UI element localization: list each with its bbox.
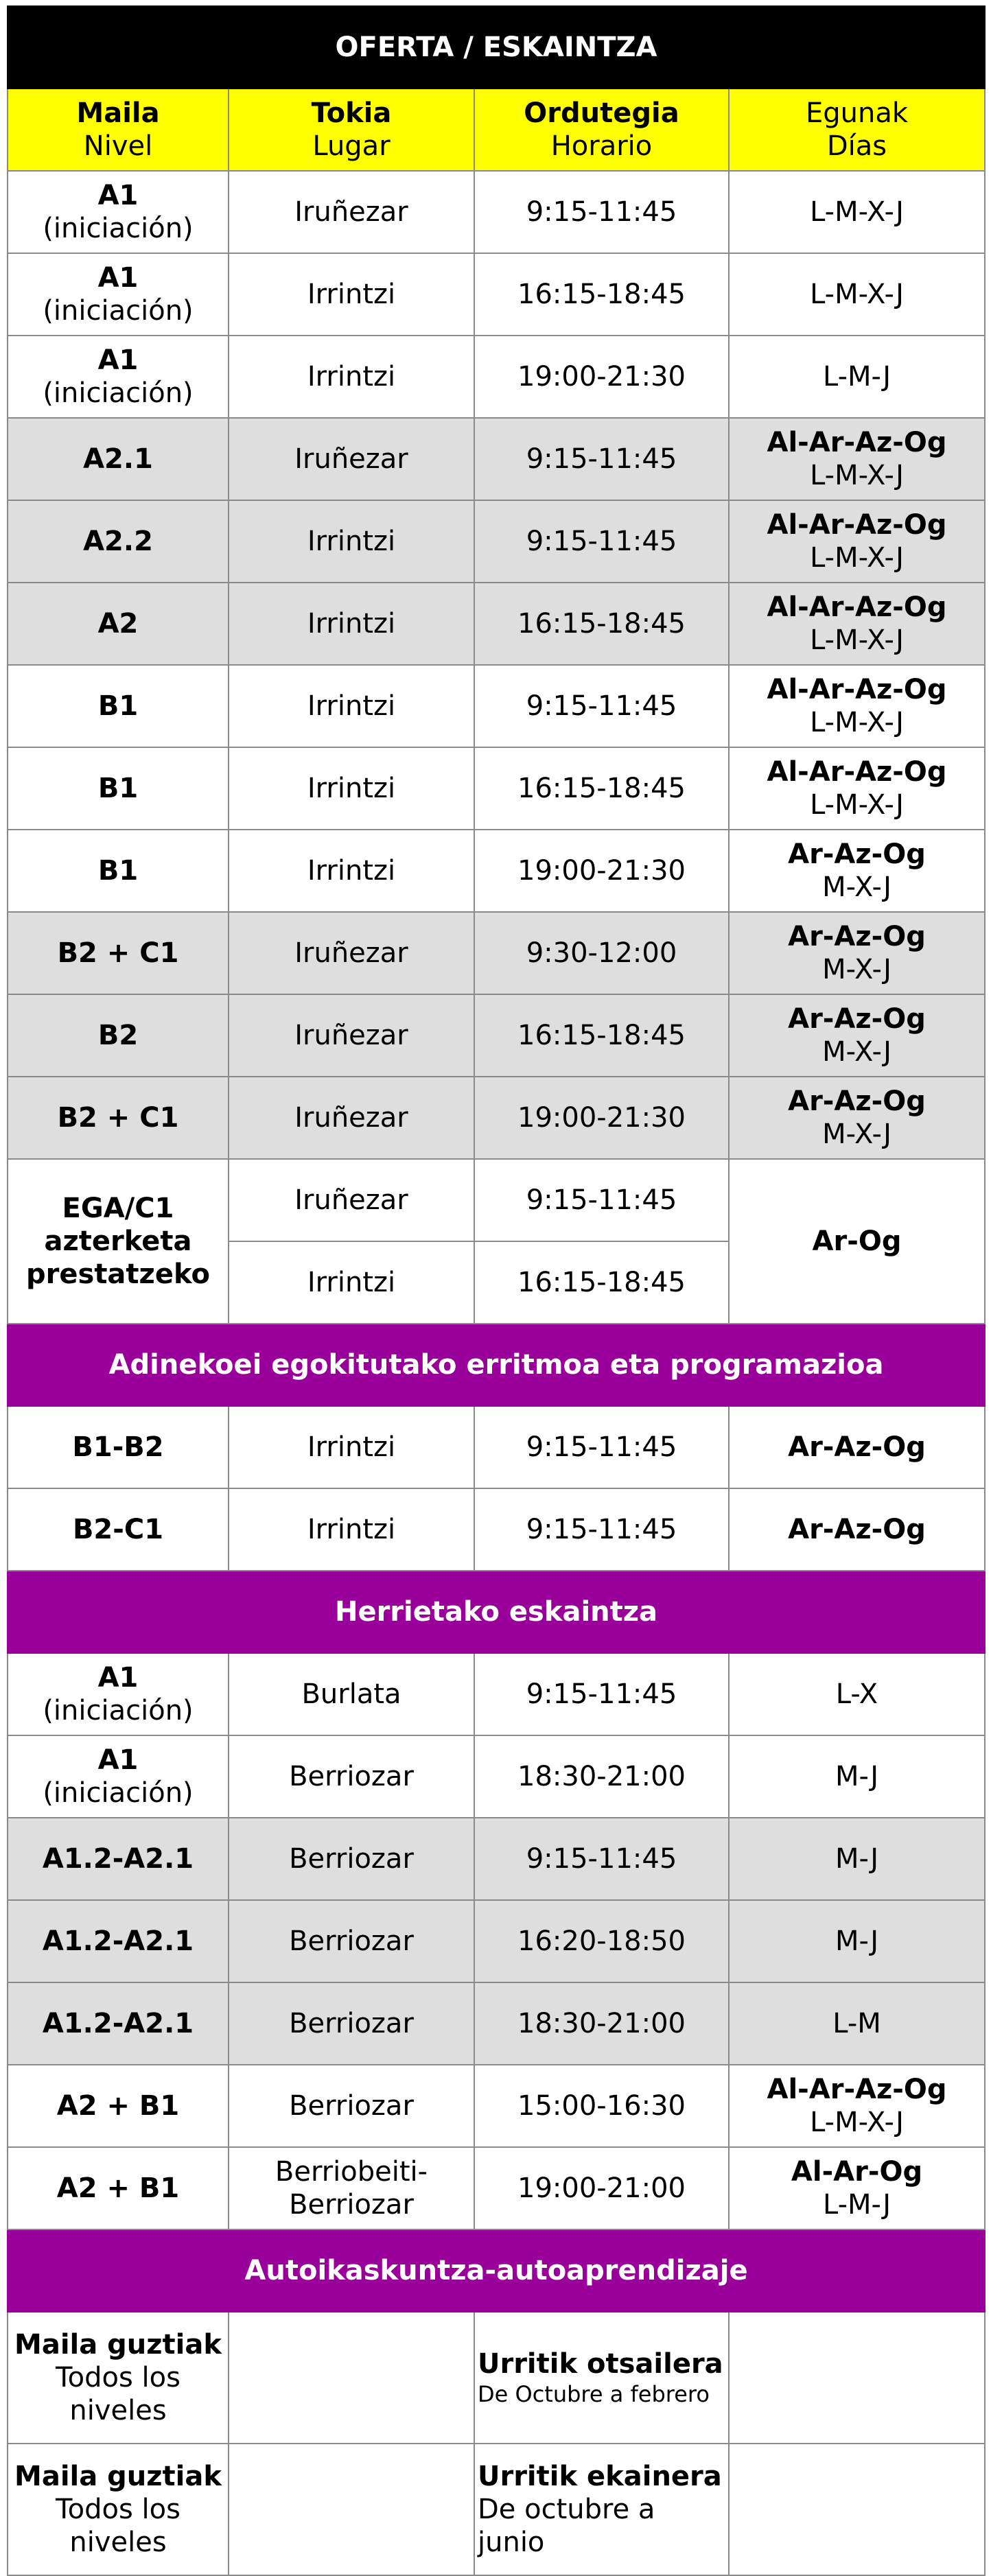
table-row (8, 912, 985, 994)
days-cell: Al-Ar-Az-Og L-M-X-J (729, 418, 985, 500)
table-row (8, 1488, 985, 1571)
place-cell: Irrintzi (229, 1241, 474, 1324)
place-cell: Berriozar (229, 1900, 474, 1982)
level-cell: B1 (8, 665, 229, 747)
table-row (8, 747, 985, 830)
days-cell (729, 2312, 985, 2444)
table-row (8, 2444, 985, 2575)
level-cell: A1.2-A2.1 (8, 1818, 229, 1900)
place-cell: Irrintzi (229, 500, 474, 583)
table-row (8, 2312, 985, 2444)
days-cell: Ar-Az-Og (729, 1406, 985, 1488)
time-cell: 16:15-18:45 (474, 994, 729, 1077)
section-row-adinekoei (8, 1324, 985, 1406)
table-row (8, 253, 985, 336)
time-cell: 9:15-11:45 (474, 171, 729, 253)
days-cell: L-M-J (729, 336, 985, 418)
place-cell: Berriozar (229, 2065, 474, 2147)
time-cell: 19:00-21:30 (474, 336, 729, 418)
level-cell: B2 + C1 (8, 912, 229, 994)
table-title: OFERTA / ESKAINTZA (8, 6, 985, 89)
place-cell: Irrintzi (229, 336, 474, 418)
place-cell: Irrintzi (229, 747, 474, 830)
time-cell: 16:15-18:45 (474, 747, 729, 830)
level-cell: A2.1 (8, 418, 229, 500)
days-cell: Ar-Az-Og M-X-J (729, 830, 985, 912)
time-cell: 9:15-11:45 (474, 1406, 729, 1488)
time-cell: 18:30-21:00 (474, 1735, 729, 1818)
level-cell: B2 + C1 (8, 1077, 229, 1159)
days-cell: Ar-Az-Og M-X-J (729, 1077, 985, 1159)
level-cell: B1 (8, 747, 229, 830)
table-row (8, 1818, 985, 1900)
section-row-herrietako (8, 1571, 985, 1653)
days-cell: M-J (729, 1900, 985, 1982)
table-row (8, 583, 985, 665)
level-cell: B1-B2 (8, 1406, 229, 1488)
level-cell: A1 (iniciación) (8, 336, 229, 418)
days-cell: M-J (729, 1735, 985, 1818)
time-cell: 9:15-11:45 (474, 1159, 729, 1241)
days-cell: Al-Ar-Az-Og L-M-X-J (729, 583, 985, 665)
table-row (8, 336, 985, 418)
place-cell: Iruñezar (229, 418, 474, 500)
table-row (8, 994, 985, 1077)
table-row (8, 1735, 985, 1818)
days-cell: M-J (729, 1818, 985, 1900)
time-cell: 9:15-11:45 (474, 665, 729, 747)
level-cell: A1.2-A2.1 (8, 1900, 229, 1982)
place-cell: Iruñezar (229, 171, 474, 253)
table-row (8, 1077, 985, 1159)
days-cell (729, 2444, 985, 2575)
header-tokia: Tokia Lugar (229, 89, 474, 171)
table-row (8, 1900, 985, 1982)
place-cell: Berriozar (229, 1818, 474, 1900)
place-cell: Irrintzi (229, 1488, 474, 1571)
table-row (8, 500, 985, 583)
level-cell: B1 (8, 830, 229, 912)
header-egunak: Egunak Días (729, 89, 985, 171)
table-row (8, 1406, 985, 1488)
section-row-autoikaskuntza (8, 2229, 985, 2312)
time-cell: 19:00-21:30 (474, 1077, 729, 1159)
time-cell: 19:00-21:30 (474, 830, 729, 912)
time-cell: 19:00-21:00 (474, 2147, 729, 2229)
offer-table (7, 5, 986, 2576)
title-row (8, 6, 985, 89)
table-row (8, 830, 985, 912)
table-row (8, 2065, 985, 2147)
time-cell: 9:15-11:45 (474, 418, 729, 500)
days-cell: Al-Ar-Az-Og L-M-X-J (729, 747, 985, 830)
period-cell: Urritik otsailera De Octubre a febrero (474, 2312, 729, 2444)
days-cell-ega: Ar-Og (729, 1159, 985, 1324)
place-cell: Irrintzi (229, 665, 474, 747)
section-title: Herrietako eskaintza (8, 1571, 985, 1653)
place-cell: Iruñezar (229, 994, 474, 1077)
days-cell: Ar-Az-Og (729, 1488, 985, 1571)
level-cell-ega: EGA/C1 azterketa prestatzeko (8, 1159, 229, 1324)
section-title: Autoikaskuntza-autoaprendizaje (8, 2229, 985, 2312)
level-cell: A2 (8, 583, 229, 665)
days-cell: Al-Ar-Az-Og L-M-X-J (729, 2065, 985, 2147)
place-cell: Irrintzi (229, 1406, 474, 1488)
time-cell: 16:15-18:45 (474, 1241, 729, 1324)
place-cell: Iruñezar (229, 1159, 474, 1241)
table-row (8, 418, 985, 500)
time-cell: 18:30-21:00 (474, 1982, 729, 2065)
time-cell: 15:00-16:30 (474, 2065, 729, 2147)
place-cell: Irrintzi (229, 253, 474, 336)
header-maila: Maila Nivel (8, 89, 229, 171)
header-ordutegia: Ordutegia Horario (474, 89, 729, 171)
days-cell: Ar-Az-Og M-X-J (729, 912, 985, 994)
level-cell: A1.2-A2.1 (8, 1982, 229, 2065)
place-cell: Irrintzi (229, 583, 474, 665)
period-cell: Urritik ekainera De octubre a junio (474, 2444, 729, 2575)
time-cell: 16:15-18:45 (474, 583, 729, 665)
time-cell: 16:15-18:45 (474, 253, 729, 336)
level-cell: B2-C1 (8, 1488, 229, 1571)
days-cell: L-X (729, 1653, 985, 1735)
time-cell: 9:15-11:45 (474, 500, 729, 583)
table-row-ega (8, 1159, 985, 1241)
place-cell: Berriozar (229, 1982, 474, 2065)
level-cell: A1 (iniciación) (8, 1653, 229, 1735)
place-cell: Irrintzi (229, 830, 474, 912)
days-cell: Al-Ar-Az-Og L-M-X-J (729, 500, 985, 583)
place-cell: Iruñezar (229, 912, 474, 994)
level-cell: A2 + B1 (8, 2147, 229, 2229)
place-cell: Iruñezar (229, 1077, 474, 1159)
level-cell: Maila guztiak Todos los niveles (8, 2444, 229, 2575)
table-row (8, 665, 985, 747)
time-cell: 9:30-12:00 (474, 912, 729, 994)
level-cell: A2.2 (8, 500, 229, 583)
place-cell: Burlata (229, 1653, 474, 1735)
place-cell (229, 2444, 474, 2575)
days-cell: L-M-X-J (729, 171, 985, 253)
days-cell: Al-Ar-Az-Og L-M-X-J (729, 665, 985, 747)
level-cell: Maila guztiak Todos los niveles (8, 2312, 229, 2444)
time-cell: 9:15-11:45 (474, 1488, 729, 1571)
level-cell: A2 + B1 (8, 2065, 229, 2147)
header-row (8, 89, 985, 171)
days-cell: Ar-Az-Og M-X-J (729, 994, 985, 1077)
level-cell: B2 (8, 994, 229, 1077)
table-row (8, 1982, 985, 2065)
table-row (8, 171, 985, 253)
time-cell: 9:15-11:45 (474, 1818, 729, 1900)
days-cell: Al-Ar-Og L-M-J (729, 2147, 985, 2229)
time-cell: 16:20-18:50 (474, 1900, 729, 1982)
table-row (8, 1653, 985, 1735)
time-cell: 9:15-11:45 (474, 1653, 729, 1735)
place-cell: Berriobeiti- Berriozar (229, 2147, 474, 2229)
days-cell: L-M-X-J (729, 253, 985, 336)
place-cell: Berriozar (229, 1735, 474, 1818)
section-title: Adinekoei egokitutako erritmoa eta programazioa (8, 1324, 985, 1406)
level-cell: A1 (iniciación) (8, 171, 229, 253)
days-cell: L-M (729, 1982, 985, 2065)
level-cell: A1 (iniciación) (8, 253, 229, 336)
place-cell (229, 2312, 474, 2444)
level-cell: A1 (iniciación) (8, 1735, 229, 1818)
table-row (8, 2147, 985, 2229)
